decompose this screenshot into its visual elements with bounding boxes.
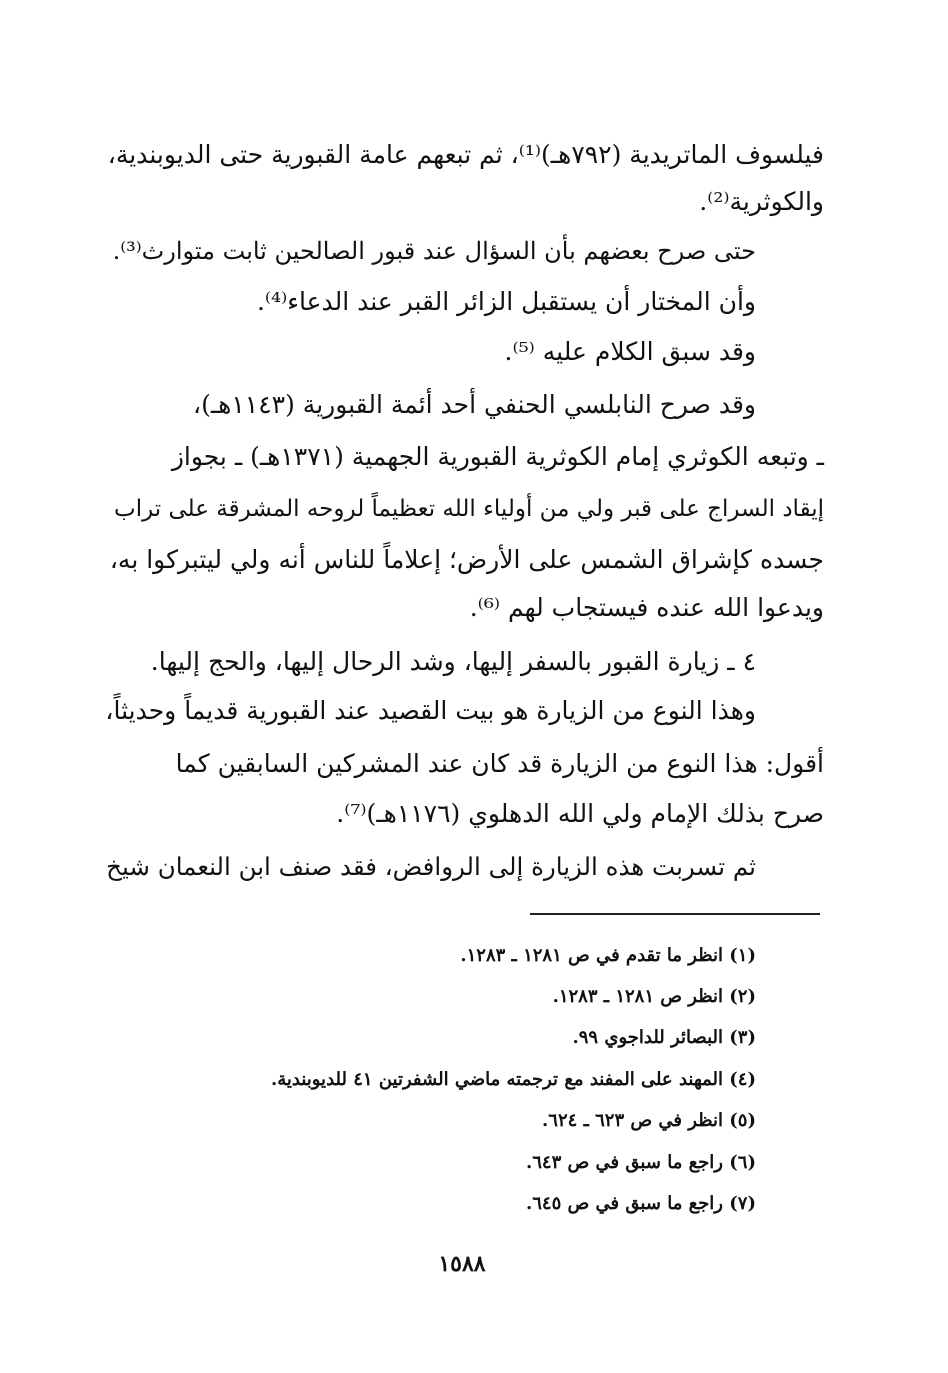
footnote-2: (٢) انظر ص ١٢٨١ ـ ١٢٨٣. [552,986,756,1007]
body-line-9: جسده كإشراق الشمس على الأرض؛ إعلاماً للناس أنه ولي ليتبركوا به، [109,545,824,574]
footnote-6: (٦) راجع ما سبق في ص ٦٤٣. [525,1152,756,1173]
body-line-3: حتى صرح بعضهم بأن السؤال عند قبور الصالحين ثابت متوارث⁽³⁾. [112,237,756,265]
body-line-8: إيقاد السراج على قبر ولي من أولياء الله تعظيماً لروحه المشرقة على تراب [114,496,824,522]
body-line-12: وهذا النوع من الزيارة هو بيت القصيد عند القبورية قديماً وحديثاً، [105,696,756,725]
body-line-11: ٤ ـ زيارة القبور بالسفر إليها، وشد الرحال إليها، والحج إليها. [150,647,756,676]
body-line-1: فيلسوف الماتريدية (٧٩٢هـ)⁽¹⁾، ثم تبعهم عامة القبورية حتى الديوبندية، [107,140,824,169]
body-line-10: ويدعوا الله عنده فيستجاب لهم ⁽⁶⁾. [469,593,824,622]
body-line-14: صرح بذلك الإمام ولي الله الدهلوي (١١٧٦هـ)⁽⁷⁾. [336,799,824,828]
book-page [100,0,824,1373]
footnote-divider [530,913,820,915]
body-line-2: والكوثرية⁽²⁾. [699,187,824,216]
body-line-6: وقد صرح النابلسي الحنفي أحد أئمة القبورية (١١٤٣هـ)، [193,390,756,419]
footnote-7: (٧) راجع ما سبق في ص ٦٤٥. [525,1193,756,1214]
footnote-3: (٣) البصائر للداجوي ٩٩. [572,1027,756,1048]
body-line-4: وأن المختار أن يستقبل الزائر القبر عند الدعاء⁽⁴⁾. [256,287,756,316]
footnote-4: (٤) المهند على المفند مع ترجمته ماضي الشفرتين ٤١ للديوبندية. [270,1069,756,1090]
body-line-5: وقد سبق الكلام عليه ⁽⁵⁾. [504,337,756,366]
footnote-1: (١) انظر ما تقدم في ص ١٢٨١ ـ ١٢٨٣. [460,945,756,966]
body-line-13: أقول: هذا النوع من الزيارة قد كان عند المشركين السابقين كما [175,749,824,778]
page-number: ١٥٨٨ [438,1251,486,1277]
body-line-7: ـ وتبعه الكوثري إمام الكوثرية القبورية الجهمية (١٣٧١هـ) ـ بجواز [171,442,824,471]
footnote-5: (٥) انظر في ص ٦٢٣ ـ ٦٢٤. [542,1110,756,1131]
body-line-15: ثم تسربت هذه الزيارة إلى الروافض، فقد صنف ابن النعمان شيخ [106,852,756,881]
